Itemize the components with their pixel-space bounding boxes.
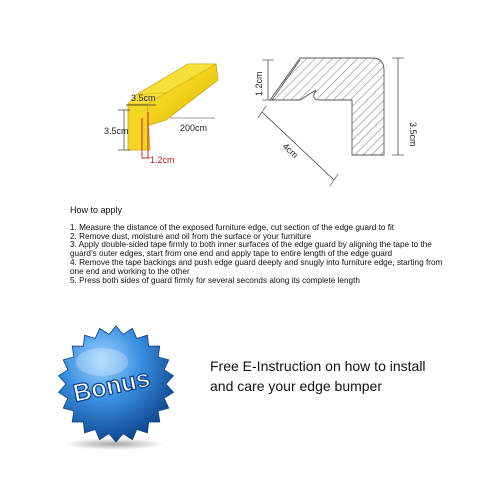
instruction-step: 3. Apply double-sided tape firmly to both inner surfaces of the edge guard by aligning the tape to the guard’s outer edges, start from one end and apply tape to entire length of the edge guard	[70, 240, 432, 259]
dim-tick-profile-e	[258, 106, 266, 118]
dim-label-length: 200cm	[180, 123, 208, 133]
dim-tick-profile-f	[330, 174, 338, 186]
dim-line-profile-length	[262, 112, 334, 180]
instruction-step: 2. Remove dust, moisture and oil from the surface or your furniture	[70, 231, 312, 241]
instruction-step: 1. Measure the distance of the exposed furniture edge, cut section of the edge guard to fit	[70, 222, 395, 232]
edge-guard-cross-section-diagram	[254, 58, 418, 186]
promo-line-2: and care your edge bumper	[210, 378, 382, 394]
dim-label-thickness: 1.2cm	[150, 155, 175, 165]
dim-label-profile-thickness: 1.2cm	[254, 71, 264, 96]
instructions-steps	[70, 224, 445, 286]
product-diagrams	[0, 0, 500, 200]
instruction-step: 5. Press both sides of guard firmly for several seconds along its complete length	[70, 275, 360, 285]
dim-label-height: 3.5cm	[104, 126, 129, 136]
bonus-badge	[46, 322, 186, 452]
dim-label-width: 3.5cm	[131, 93, 156, 103]
promo-line-1: Free E-Instruction on how to install	[210, 358, 426, 374]
application-instructions	[70, 206, 445, 285]
promo-text	[210, 356, 480, 396]
dim-label-profile-length: 4cm	[280, 141, 300, 161]
dim-label-profile-height: 3.5cm	[408, 122, 418, 147]
edge-guard-end-face	[128, 104, 150, 150]
bonus-label: Bonus	[70, 364, 153, 408]
edge-guard-perspective-diagram	[104, 64, 218, 165]
instruction-step: 4. Remove the tape backings and push edge guard deeply and snugly into furniture edge, starting from one end and working to the other	[70, 257, 443, 276]
instructions-heading: How to apply	[70, 205, 123, 215]
